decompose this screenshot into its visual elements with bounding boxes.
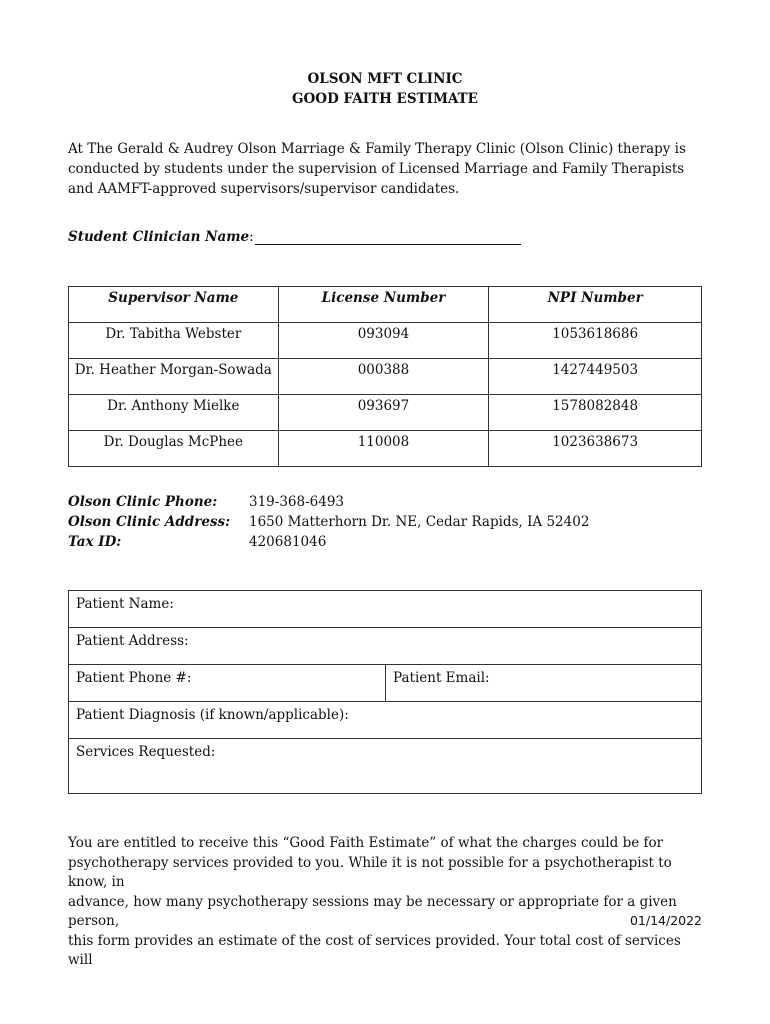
patient-name-label: Patient Name: — [76, 596, 174, 612]
clinic-heading: OLSON MFT CLINIC — [307, 71, 463, 87]
patient-contact-row — [69, 665, 701, 702]
services-requested-field[interactable] — [69, 739, 701, 793]
supervisor-table — [68, 286, 702, 467]
license-number-cell: 110008 — [278, 431, 489, 467]
npi-number-cell: 1053618686 — [489, 323, 702, 359]
supervisor-name-cell: Dr. Tabitha Webster — [69, 323, 279, 359]
estimate-notice-paragraph — [68, 834, 708, 971]
npi-number-cell: 1578082848 — [489, 395, 702, 431]
patient-info-form — [68, 590, 702, 794]
col-header-supervisor: Supervisor Name — [69, 287, 279, 323]
table-header-row — [69, 287, 702, 323]
table-row — [69, 323, 702, 359]
table-row — [69, 359, 702, 395]
notice-line: this form provides an estimate of the cost of services provided. Your total cost of services will — [68, 932, 681, 968]
notice-line: psychotherapy services provided to you. While it is not possible for a psychotherapist to know, in — [68, 854, 672, 890]
patient-phone-field[interactable] — [69, 665, 386, 701]
patient-address-label: Patient Address: — [76, 633, 189, 649]
clinic-address-value: 1650 Matterhorn Dr. NE, Cedar Rapids, IA 52402 — [249, 514, 590, 530]
clinic-phone-label: Olson Clinic Phone: — [68, 494, 218, 510]
table-row — [69, 431, 702, 467]
license-number-cell: 093697 — [278, 395, 489, 431]
supervisor-name-cell: Dr. Anthony Mielke — [69, 395, 279, 431]
col-header-npi: NPI Number — [489, 287, 702, 323]
patient-name-field[interactable] — [69, 591, 701, 628]
patient-diagnosis-label: Patient Diagnosis (if known/applicable): — [76, 707, 349, 723]
patient-diagnosis-field[interactable] — [69, 702, 701, 739]
patient-phone-label: Patient Phone #: — [76, 670, 192, 686]
tax-id-label: Tax ID: — [68, 534, 122, 550]
supervisor-name-cell: Dr. Douglas McPhee — [69, 431, 279, 467]
intro-paragraph: At The Gerald & Audrey Olson Marriage & Family Therapy Clinic (Olson Clinic) therapy is conducted by students under the supervision of Licensed Marriage and Family Therapists and AAMFT-approved supervisors/supervisor candidates. — [68, 141, 686, 197]
document-date: 01/14/2022 — [629, 913, 702, 928]
student-clinician-input-line[interactable] — [255, 230, 521, 245]
clinic-address-label: Olson Clinic Address: — [68, 514, 231, 530]
clinic-phone-value: 319-368-6493 — [249, 494, 345, 510]
license-number-cell: 000388 — [278, 359, 489, 395]
student-clinician-label: Student Clinician Name — [68, 229, 250, 245]
table-row — [69, 395, 702, 431]
clinic-info-block — [68, 492, 589, 552]
npi-number-cell: 1427449503 — [489, 359, 702, 395]
document-title: GOOD FAITH ESTIMATE — [292, 91, 478, 107]
patient-address-field[interactable] — [69, 628, 701, 665]
patient-email-label: Patient Email: — [393, 670, 490, 686]
supervisor-name-cell: Dr. Heather Morgan-Sowada — [69, 359, 279, 395]
license-number-cell: 093094 — [278, 323, 489, 359]
patient-email-field[interactable] — [386, 665, 490, 701]
npi-number-cell: 1023638673 — [489, 431, 702, 467]
tax-id-value: 420681046 — [249, 534, 327, 550]
services-requested-label: Services Requested: — [76, 744, 216, 760]
col-header-license: License Number — [278, 287, 489, 323]
student-clinician-field: Student Clinician Name: — [68, 229, 521, 245]
notice-line: advance, how many psychotherapy sessions may be necessary or appropriate for a given person, — [68, 893, 677, 929]
notice-line: You are entitled to receive this “Good Faith Estimate” of what the charges could be for — [68, 835, 664, 851]
